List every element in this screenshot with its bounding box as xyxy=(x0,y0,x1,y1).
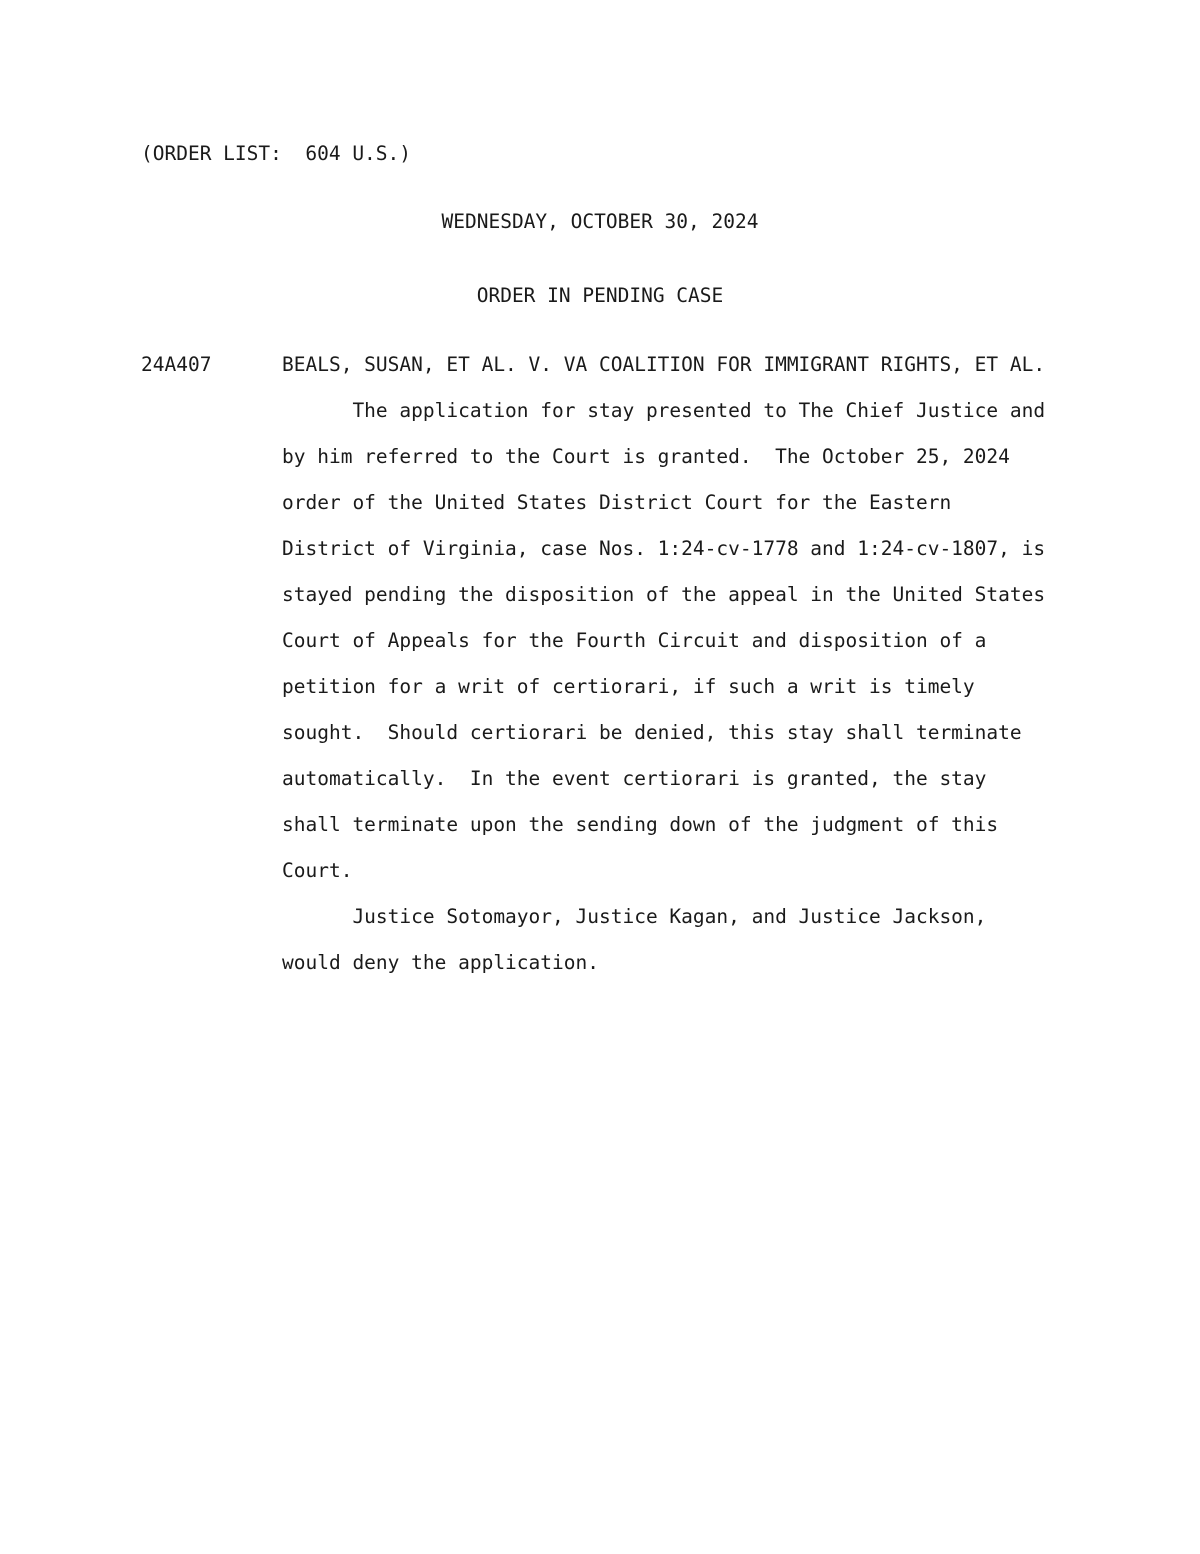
order-date: WEDNESDAY, OCTOBER 30, 2024 xyxy=(441,210,759,233)
docket-number: 24A407 xyxy=(141,353,212,376)
order-body-line: petition for a writ of certiorari, if such a writ is timely xyxy=(282,675,975,698)
order-body-line: Court of Appeals for the Fourth Circuit and disposition of a xyxy=(282,629,987,652)
order-body-line: by him referred to the Court is granted. The October 25, 2024 xyxy=(282,445,1010,468)
order-body-line: Court. xyxy=(282,859,353,882)
order-body-line: sought. Should certiorari be denied, this stay shall terminate xyxy=(282,721,1022,744)
order-list-heading: (ORDER LIST: 604 U.S.) xyxy=(141,142,412,165)
section-title: ORDER IN PENDING CASE xyxy=(476,284,724,307)
order-body-line: shall terminate upon the sending down of the judgment of this xyxy=(282,813,999,836)
case-caption: BEALS, SUSAN, ET AL. V. VA COALITION FOR IMMIGRANT RIGHTS, ET AL. xyxy=(282,353,1046,376)
order-body-line: stayed pending the disposition of the appeal in the United States xyxy=(282,583,1046,606)
order-body-line: Justice Sotomayor, Justice Kagan, and Justice Jackson, xyxy=(282,905,987,928)
order-body-line: would deny the application. xyxy=(282,951,599,974)
order-body-line: The application for stay presented to The Chief Justice and xyxy=(282,399,1046,422)
order-body-line: order of the United States District Court for the Eastern xyxy=(282,491,952,514)
order-body-line: automatically. In the event certiorari is granted, the stay xyxy=(282,767,987,790)
order-body-line: District of Virginia, case Nos. 1:24-cv-1778 and 1:24-cv-1807, is xyxy=(282,537,1046,560)
